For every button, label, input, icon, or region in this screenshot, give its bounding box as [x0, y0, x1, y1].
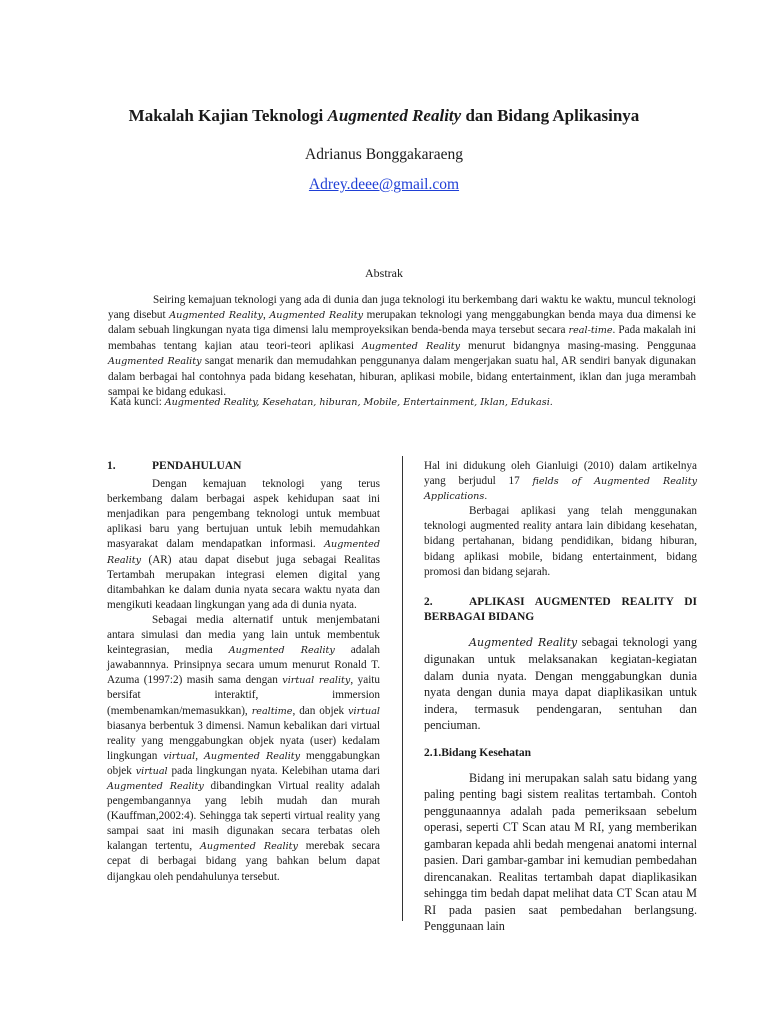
section-2-paragraph: Augmented Reality sebagai teknologi yang digunakan untuk melaksanakan kegiatan-kegiatan dalam dunia nyata. Dengan menggabungkan dunia nyata dengan dunia maya dapat diaplikasikan untuk indera, termasuk pendengaran, sentuhan dan penciuman.: [424, 634, 697, 733]
right-paragraph-2: Berbagai aplikasi yang telah menggunakan teknologi augmented reality antara lain dibidang kesehatan, bidang pertahanan, bidang pendidikan, bidang hiburan, bidang aplikasi mobile, bidang entertainment, bidang promosi dan bidang sejarah.: [424, 505, 697, 578]
right-column: [424, 459, 697, 935]
keywords-list: Augmented Reality, Kesehatan, hiburan, Mobile, Entertainment, Iklan, Edukasi.: [164, 397, 553, 408]
right-paragraph-1: Hal ini didukung oleh Gianluigi (2010) dalam artikelnya yang berjudul 17 fields of Augmented Reality Applications.: [424, 460, 698, 503]
left-column: [107, 459, 380, 885]
subsection-2-1-heading: 2.1.Bidang Kesehatan: [424, 746, 532, 759]
author-name: Adrianus Bonggakaraeng: [305, 146, 463, 163]
keywords-label: Kata kunci:: [110, 396, 165, 408]
paper-title: Makalah Kajian Teknologi Augmented Reality dan Bidang Aplikasinya: [128, 106, 640, 125]
subsection-2-1-paragraph: Bidang ini merupakan salah satu bidang yang paling penting bagi sistem realitas tertambah. Contoh penggunaannya adalah pada pemeriksaan sebelum operasi, seperti CT Scan atau M RI, yang memberikan gambaran kepada ahli bedah mengenai anatomi internal pasien. Dari gambar-gambar ini kemudian pembedahan direncanakan. Realitas tertambah dapat diaplikasikan sehingga tim bedah dapat melihat data CT Scan atau M RI pada pasien saat pembedahan berlangsung. Penggunaan lain: [424, 770, 697, 934]
column-divider: [402, 456, 403, 921]
abstract-heading: Abstrak: [365, 266, 403, 280]
email-link[interactable]: Adrey.deee@gmail.com: [308, 176, 460, 193]
abstract-body: Seiring kemajuan teknologi yang ada di dunia dan juga teknologi itu berkembang dari waktu ke waktu, muncul teknologi yang disebut Augmented Reality, Augmented Reality merupakan teknologi yang menggabungkan benda maya dua dimensi ke dalam sebuah lingkungan nyata tiga dimensi lalu memproyeksikan benda-benda maya tersebut secara real-time. Pada makalah ini membahas tentang kajian atau teori-teori aplikasi Augmented Reality menurut bidangnya masing-masing. Penggunaa Augmented Reality sangat menarik dan memudahkan penggunanya dalam mengerjakan suatu hal, AR sendiri banyak digunakan dalam berbagai hal contohnya pada bidang kesehatan, hiburan, aplikasi mobile, bidang entertainment, iklan dan juga merambah sampai ke bidang edukasi.: [108, 294, 696, 398]
section-2-heading: 2. APLIKASI AUGMENTED REALITY DI BERBAGAI BIDANG: [424, 595, 697, 623]
author-email[interactable]: [0, 176, 768, 194]
section-1-paragraph-1: Dengan kemajuan teknologi yang terus berkembang dalam berbagai aspek kehidupan saat ini menjadikan para pengembang teknologi untuk membuat aplikasi baru yang bertujuan untuk lebih memudahkan masyarakat dalam mendapatkan informasi. Augmented Reality (AR) atau dapat disebut juga sebagai Realitas Tertambah merupakan integrasi elemen digital yang ditambahkan ke dalam dunia nyata secara waktu nyata dan mengikuti keadaan lingkungan yang ada di dunia nyata.: [107, 478, 380, 611]
section-1-paragraph-2: Sebagai media alternatif untuk menjembatani antara simulasi dan media yang lain untuk membentuk keintegrasian, media Augmented Reality adalah jawabannnya. Prinsipnya secara umum menurut Ronald T. Azuma (1997:2) masih sama dengan virtual reality, yaitu bersifat interaktif, immersion (membenamkan/memasukkan), realtime, dan objek virtual biasanya berbentuk 3 dimensi. Namun kebalikan dari virtual reality yang menggabungkan objek nyata (user) kedalam lingkungan virtual, Augmented Reality menggabungkan objek virtual pada lingkungan nyata. Kelebihan utama dari Augmented Reality dibandingkan Virtual reality adalah pengembangannya yang lebih mudah dan murah (Kauffman,2002:4). Sehingga tak seperti virtual reality yang sampai saat ini masih digunakan secara terbatas oleh kalangan tertentu, Augmented Reality merebak secara cepat di berbagai bidang yang bahkan belum dapat dijangkau oleh pendahulunya tersebut.: [107, 613, 381, 883]
keywords: [110, 395, 700, 411]
section-1-heading: 1. PENDAHULUAN: [107, 460, 242, 472]
